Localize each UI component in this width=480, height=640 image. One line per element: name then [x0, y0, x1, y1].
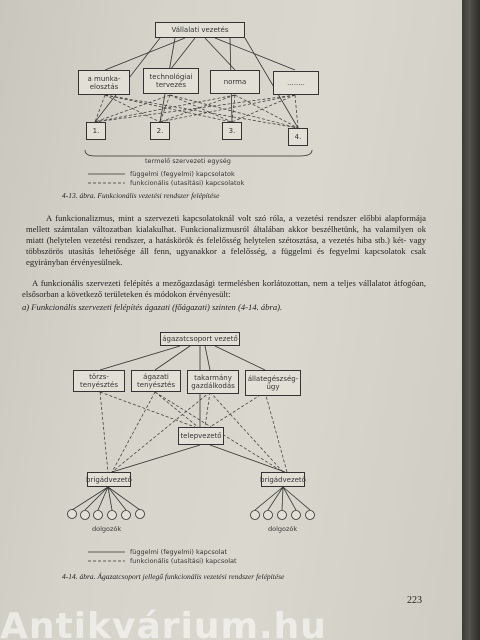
- fig2-specialist-label-2: ágazati tenyésztés: [137, 373, 175, 389]
- fig2-specialist-box-4: [245, 370, 301, 396]
- fig2-brigade-box-1: brigádvezető: [87, 472, 131, 487]
- fig1-unit-4: 4.: [288, 128, 308, 146]
- fig2-specialist-label-1: törzs- tenyésztés: [80, 373, 118, 389]
- fig1-legend-dashed: funkcionális (utasítási) kapcsolatok: [130, 179, 245, 187]
- fig2-specialist-box-1: [73, 370, 125, 392]
- page-number: 223: [407, 595, 422, 606]
- fig1-top-box: Vállalati vezetés: [155, 22, 245, 38]
- fig1-middle-label-1: a munka- elosztás: [87, 74, 121, 91]
- fig2-workers-label-2: dolgozók: [268, 525, 298, 533]
- fig2-specialist-box-2: [131, 370, 181, 392]
- fig1-group-label: termelő szervezeti egység: [145, 157, 231, 165]
- fig1-middle-label-3: norma: [223, 78, 247, 86]
- fig2-brigade-box-2: brigádvezető: [261, 472, 305, 487]
- watermark: Antikvárium.hu: [0, 606, 327, 640]
- fig1-middle-label-4: ........: [287, 79, 305, 87]
- fig1-unit-3: 3.: [222, 122, 242, 140]
- fig1-unit-1: 1.: [86, 122, 106, 140]
- fig2-specialist-label-3: takarmány gazdálkodás: [191, 374, 235, 390]
- fig2-legend-dashed: funkcionális (utasítási) kapcsolat: [130, 557, 237, 565]
- paragraph-1: A funkcionalizmus, mint a szervezeti kapcsolatoknál volt szó róla, a vezetési rendszer előbbi alapformája mellett számtalan változatban kialakulhat. Funkcionalizmusról általában akkor beszélhetünk, ha valamilyen ok miatt (helytelen vezetési rendszer, a hatáskörök és felelősség helytelen szétosztása, a vezetés hiba stb.) két- vagy többszörös utasítás lehetősége áll fenn, ugyanakkor a felelősség, a függelmi és fegyelmi kapcsolatok csak egyirányban érvényesülnek.: [26, 213, 426, 267]
- list-item-a: a) Funkcionális szervezeti felépítés ágazati (főágazati) szinten (4-14. ábra).: [22, 302, 283, 312]
- book-spine: [462, 0, 480, 640]
- fig2-specialist-box-3: [187, 370, 239, 394]
- fig2-top-box: ágazatcsoport vezető: [160, 332, 240, 346]
- fig2-workers-label-1: dolgozók: [92, 525, 122, 533]
- fig1-middle-label-2: technológiai tervezés: [149, 73, 193, 89]
- fig1-legend-solid: függelmi (fegyelmi) kapcsolatok: [130, 170, 235, 178]
- fig1-unit-2: 2.: [150, 122, 170, 140]
- fig2-caption: 4-14. ábra. Ágazatcsoport jellegű funkcionális vezetési rendszer felépítése: [62, 572, 285, 581]
- fig2-manager-box: telepvezető: [178, 427, 224, 445]
- paragraph-2: A funkcionális szervezeti felépítés a mezőgazdasági termelésben korlátozottan, nem a teljes vállalatot átfogóan, elsősorban a következő területeken és módokon érvényesült:: [22, 278, 426, 299]
- fig2-specialist-label-4: állategészség- ügy: [247, 375, 299, 391]
- fig2-legend-solid: függelmi (fegyelmi) kapcsolat: [130, 548, 228, 556]
- fig1-caption: 4-13. ábra. Funkcionális vezetési rendszer felépítése: [62, 191, 220, 200]
